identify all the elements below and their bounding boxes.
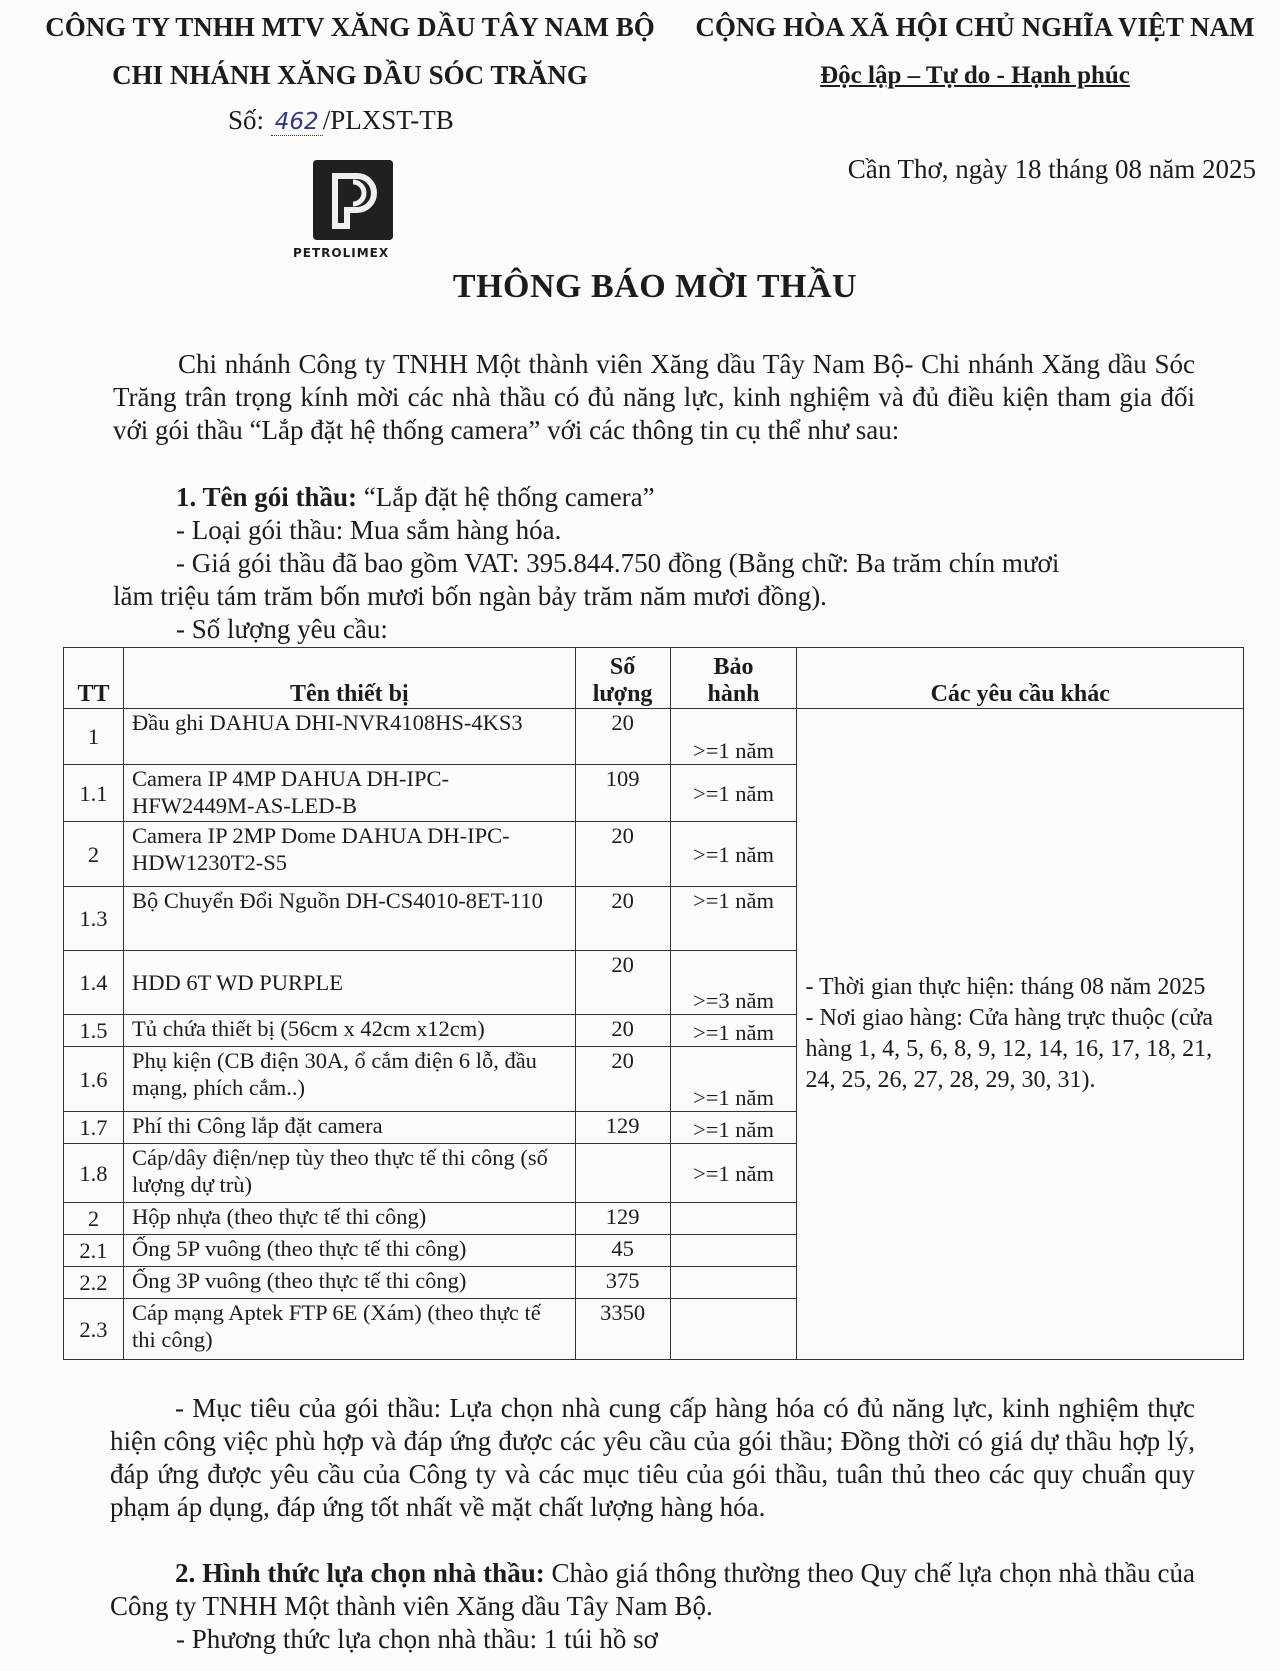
row-tt: 1.6 <box>64 1047 124 1112</box>
row-tt: 2.1 <box>64 1235 124 1267</box>
row-warranty: >=1 năm <box>670 1047 797 1112</box>
row-quantity: 3350 <box>575 1299 670 1360</box>
row-tt: 2 <box>64 822 124 887</box>
equipment-table <box>63 647 1244 1360</box>
row-device-name: Ống 3P vuông (theo thực tế thi công) <box>123 1267 575 1299</box>
row-warranty <box>670 1267 797 1299</box>
row-warranty: >=1 năm <box>670 765 797 822</box>
row-quantity: 45 <box>575 1235 670 1267</box>
row-tt: 1.3 <box>64 887 124 951</box>
row-quantity: 20 <box>575 822 670 887</box>
logo-caption: PETROLIMEX <box>293 246 390 260</box>
row-device-name: Camera IP 2MP Dome DAHUA DH-IPC-HDW1230T2-S5 <box>123 822 575 887</box>
row-device-name: Ống 5P vuông (theo thực tế thi công) <box>123 1235 575 1267</box>
header-other-requirements: Các yêu cầu khác <box>797 648 1244 709</box>
row-tt: 2 <box>64 1203 124 1235</box>
row-device-name: Tủ chứa thiết bị (56cm x 42cm x12cm) <box>123 1015 575 1047</box>
objective-paragraph: - Mục tiêu của gói thầu: Lựa chọn nhà cung cấp hàng hóa có đủ năng lực, kinh nghiệm thực hiện công việc phù hợp và đáp ứng được các yêu cầu của gói thầu; Đồng thời có giá dự thầu hợp lý, đáp ứng được yêu cầu của Công ty và các mục tiêu của gói thầu, tuân thủ theo các quy chuẩn quy phạm áp dụng, đáp ứng tốt nhất về mặt chất lượng hàng hóa. <box>110 1393 1195 1522</box>
package-name: “Lắp đặt hệ thống camera” <box>357 482 655 512</box>
branch-name: CHI NHÁNH XĂNG DẦU SÓC TRĂNG <box>112 60 588 90</box>
row-device-name: Camera IP 4MP DAHUA DH-IPC-HFW2449M-AS-LED-B <box>123 765 575 822</box>
row-quantity: 20 <box>575 887 670 951</box>
row-warranty: >=1 năm <box>670 709 797 765</box>
quantity-label: - Số lượng yêu cầu: <box>176 614 388 644</box>
company-name: CÔNG TY TNHH MTV XĂNG DẦU TÂY NAM BỘ <box>45 12 655 42</box>
section1-title <box>176 481 655 514</box>
row-tt: 1.4 <box>64 951 124 1015</box>
section2-paragraph <box>110 1557 1195 1623</box>
row-device-name: HDD 6T WD PURPLE <box>123 951 575 1015</box>
row-tt: 2.2 <box>64 1267 124 1299</box>
row-warranty: >=3 năm <box>670 951 797 1015</box>
row-tt: 1.8 <box>64 1144 124 1203</box>
national-motto: Độc lập – Tự do - Hạnh phúc <box>820 62 1130 89</box>
row-quantity: 20 <box>575 1015 670 1047</box>
row-tt: 1.5 <box>64 1015 124 1047</box>
republic-title: CỘNG HÒA XÃ HỘI CHỦ NGHĨA VIỆT NAM <box>695 12 1255 42</box>
section2-text: Chào giá thông thường theo Quy chế lựa chọn nhà thầu của Công ty TNHH Một thành viên Xăng dầu Tây Nam Bộ. <box>110 1558 1195 1621</box>
package-type: - Loại gói thầu: Mua sắm hàng hóa. <box>176 515 562 545</box>
row-quantity: 20 <box>575 951 670 1015</box>
row-quantity: 109 <box>575 765 670 822</box>
row-quantity: 20 <box>575 709 670 765</box>
other-requirements-cell <box>797 709 1244 1360</box>
row-tt: 1 <box>64 709 124 765</box>
number-prefix: Số: <box>228 105 265 135</box>
row-quantity: 375 <box>575 1267 670 1299</box>
row-device-name: Phụ kiện (CB điện 30A, ổ cắm điện 6 lỗ, đầu mạng, phích cắm..) <box>123 1047 575 1112</box>
selection-method: - Phương thức lựa chọn nhà thầu: 1 túi hồ sơ <box>176 1624 658 1654</box>
row-device-name: Hộp nhựa (theo thực tế thi công) <box>123 1203 575 1235</box>
row-quantity <box>575 1144 670 1203</box>
row-device-name: Đầu ghi DAHUA DHI-NVR4108HS-4KS3 <box>123 709 575 765</box>
document-number <box>228 104 454 139</box>
row-tt: 2.3 <box>64 1299 124 1360</box>
row-device-name: Phí thi Công lắp đặt camera <box>123 1112 575 1144</box>
section1-heading: 1. Tên gói thầu: <box>176 482 358 512</box>
row-warranty: >=1 năm <box>670 887 797 951</box>
place-date: Cần Thơ, ngày 18 tháng 08 năm 2025 <box>847 154 1256 184</box>
row-quantity: 129 <box>575 1203 670 1235</box>
row-warranty: >=1 năm <box>670 1112 797 1144</box>
header-device-name: Tên thiết bị <box>123 648 575 709</box>
row-quantity: 129 <box>575 1112 670 1144</box>
row-warranty: >=1 năm <box>670 1015 797 1047</box>
row-warranty: >=1 năm <box>670 1144 797 1203</box>
row-tt: 1.7 <box>64 1112 124 1144</box>
package-price-line2: lăm triệu tám trăm bốn mươi bốn ngàn bảy trăm năm mươi đồng). <box>113 581 827 611</box>
row-device-name: Cáp/dây điện/nẹp tùy theo thực tế thi công (số lượng dự trù) <box>123 1144 575 1203</box>
row-warranty <box>670 1203 797 1235</box>
header-tt: TT <box>64 648 124 709</box>
handwritten-number: 462 <box>271 109 323 136</box>
table-row <box>64 709 1244 765</box>
petrolimex-logo-icon <box>313 160 393 240</box>
row-tt: 1.1 <box>64 765 124 822</box>
row-warranty <box>670 1235 797 1267</box>
header-warranty: Bảo hành <box>670 648 797 709</box>
row-device-name: Bộ Chuyển Đổi Nguồn DH-CS4010-8ET-110 <box>123 887 575 951</box>
execution-time: - Thời gian thực hiện: tháng 08 năm 2025 <box>805 974 1206 1000</box>
number-suffix: /PLXST-TB <box>322 105 454 135</box>
row-device-name: Cáp mạng Aptek FTP 6E (Xám) (theo thực tế thi công) <box>123 1299 575 1360</box>
row-quantity: 20 <box>575 1047 670 1112</box>
section2-heading: 2. Hình thức lựa chọn nhà thầu: <box>175 1558 545 1588</box>
package-price-line1: - Giá gói thầu đã bao gồm VAT: 395.844.750 đồng (Bằng chữ: Ba trăm chín mươi <box>176 548 1060 578</box>
delivery-location: - Nơi giao hàng: Cửa hàng trực thuộc (cửa hàng 1, 4, 5, 6, 8, 9, 12, 14, 16, 17, 18, 21, 24, 25, 26, 27, 28, 29, 30, 31). <box>805 1005 1214 1093</box>
row-warranty: >=1 năm <box>670 822 797 887</box>
header-quantity: Số lượng <box>575 648 670 709</box>
document-title: THÔNG BÁO MỜI THẦU <box>452 268 858 305</box>
intro-paragraph: Chi nhánh Công ty TNHH Một thành viên Xăng dầu Tây Nam Bộ- Chi nhánh Xăng dầu Sóc Trăng trân trọng kính mời các nhà thầu có đủ năng lực, kinh nghiệm và đủ điều kiện tham gia đối với gói thầu “Lắp đặt hệ thống camera” với các thông tin cụ thể như sau: <box>113 349 1195 445</box>
table-header-row <box>64 648 1244 709</box>
row-warranty <box>670 1299 797 1360</box>
